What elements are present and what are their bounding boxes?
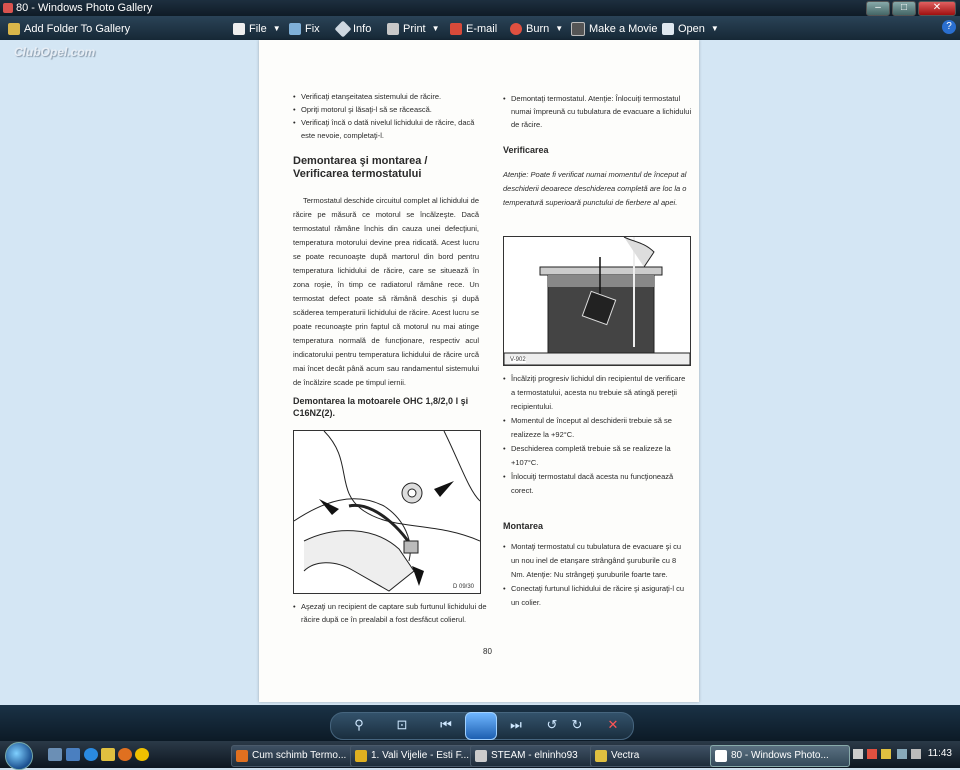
- winamp-icon: [355, 750, 367, 762]
- firefox-icon[interactable]: [118, 748, 132, 761]
- section-heading: Demontarea şi montarea / Verificarea termostatului: [293, 155, 428, 180]
- next-icon[interactable]: ⏭: [510, 717, 522, 732]
- fix-icon: [289, 23, 301, 35]
- email-label: E-mail: [466, 23, 498, 35]
- list-item: • Aşezaţi un recipient de captare sub furtunul lichidului de răcire după ce în prealabil a fost desfăcut colierul.: [293, 600, 487, 626]
- volume-icon[interactable]: [911, 749, 921, 759]
- delete-icon[interactable]: ✕: [607, 717, 619, 732]
- help-button[interactable]: ?: [942, 20, 956, 34]
- close-button[interactable]: ✕: [918, 1, 956, 16]
- file-menu[interactable]: [233, 21, 281, 37]
- scanned-page: [259, 40, 699, 702]
- rotate-right-icon[interactable]: ↻: [571, 717, 583, 732]
- movie-icon: [571, 22, 585, 36]
- page-number: 80: [483, 647, 492, 656]
- show-desktop-icon[interactable]: [48, 748, 62, 761]
- folder-icon: [595, 750, 607, 762]
- middle-bullets: [503, 372, 691, 498]
- taskbar-item[interactable]: [590, 745, 727, 767]
- body-paragraph: Termostatul deschide circuitul complet al lichidului de răcire pe măsură ce motorul se încălzeşte. Dacă termostatul rămâne închis din cauza unei defecţiuni, temperatura motorului devine prea ridicată. Acest lucru se poate recunoaşte după martorul din bord pentru temperatura lichidului de răcire, care se situează în zona roşie, în timp ce radiatorul rămâne rece. Un termostat defect poate să rămână deschis şi după scăderea temperaturii lichidului de răcire. Acest lucru se poate recunoaşte prin faptul că motorul nu mai atinge temperatura normală de funcţionare, respectiv acul indicatorului pentru temperatura lichidului de răcire urcă mai încet decât până acum sau randamentul sistemului de încălzire scade pe timpul iernii.: [293, 196, 479, 387]
- figure-label: V-902: [510, 357, 526, 363]
- folder-add-icon: [8, 23, 20, 35]
- chevron-down-icon: ▼: [431, 24, 440, 33]
- actual-size-icon[interactable]: ⊡: [396, 717, 408, 732]
- messenger-icon[interactable]: [135, 748, 149, 761]
- network-icon[interactable]: [897, 749, 907, 759]
- info-label: Info: [353, 23, 372, 35]
- list-item: • Înlocuiţi termostatul dacă acesta nu funcţionează corect.: [503, 470, 691, 498]
- print-label: Print: [403, 23, 426, 35]
- internet-explorer-icon[interactable]: [84, 748, 98, 761]
- taskbar-item-active[interactable]: [710, 745, 850, 767]
- taskbar-item[interactable]: [231, 745, 368, 767]
- list-item: • Demontaţi termostatul. Atenţie: Înlocuiţi termostatul numai împreună cu tubulatura de evacuare a lichidului de răcire.: [503, 92, 699, 131]
- window-controls: [866, 1, 956, 16]
- window-title: 80 - Windows Photo Gallery: [16, 2, 153, 14]
- antivirus-icon[interactable]: [867, 749, 877, 759]
- open-menu[interactable]: [662, 21, 719, 37]
- chevron-down-icon: ▼: [555, 24, 564, 33]
- email-icon: [450, 23, 462, 35]
- make-movie-button[interactable]: [571, 21, 657, 37]
- list-item: • Conectaţi furtunul lichidului de răcire şi asiguraţi-l cu un colier.: [503, 582, 691, 610]
- taskbar-item-label: 80 - Windows Photo...: [731, 750, 829, 761]
- file-label: File: [249, 23, 267, 35]
- email-button[interactable]: [450, 21, 497, 37]
- start-button[interactable]: [5, 742, 33, 770]
- zoom-icon[interactable]: ⚲: [354, 717, 364, 732]
- info-tag-icon: [335, 21, 352, 38]
- test-drawing: [504, 237, 690, 365]
- burn-menu[interactable]: [510, 21, 563, 37]
- chevron-down-icon: ▼: [272, 24, 281, 33]
- previous-icon[interactable]: ⏮: [440, 717, 452, 732]
- open-window-icon: [662, 23, 674, 35]
- open-label: Open: [678, 23, 705, 35]
- maximize-button[interactable]: □: [892, 1, 916, 16]
- taskbar-item[interactable]: [350, 745, 487, 767]
- subsection-heading: Demontarea la motoarele OHC 1,8/2,0 l şi C16NZ(2).: [293, 396, 469, 418]
- taskbar-item-label: 1. Vali Vijelie - Esti F...: [371, 750, 469, 761]
- list-item: • Verificaţi încă o dată nivelul lichidului de răcire, dacă este nevoie, completaţi-l.: [293, 116, 479, 142]
- bottom-bullets: [503, 540, 691, 610]
- minimize-button[interactable]: –: [866, 1, 890, 16]
- thermostat-test-figure: [503, 236, 691, 366]
- winamp-icon[interactable]: [101, 748, 115, 761]
- thermostat-housing-figure: [293, 430, 481, 594]
- firefox-icon: [236, 750, 248, 762]
- housing-drawing: [294, 431, 480, 593]
- slideshow-button[interactable]: [465, 712, 497, 740]
- make-movie-label: Make a Movie: [589, 23, 658, 35]
- photo-gallery-icon: [3, 3, 13, 13]
- subsection-heading: Verificarea: [503, 145, 549, 155]
- burn-label: Burn: [526, 23, 550, 35]
- title-bar: [0, 0, 960, 16]
- clock[interactable]: 11:43: [927, 748, 952, 759]
- burn-disc-icon: [510, 23, 522, 35]
- list-item: • Momentul de început al deschiderii trebuie să se realizeze la +92°C.: [503, 414, 691, 442]
- subsection-heading: Montarea: [503, 521, 544, 531]
- figure-label: D 09/30: [452, 584, 474, 590]
- photo-gallery-icon: [715, 750, 727, 762]
- photo-viewer: [0, 40, 960, 705]
- list-item: • Încălziţi progresiv lichidul din recipientul de verificare a termostatului, acesta nu trebuie să atingă pereţii recipientului.: [503, 372, 691, 414]
- list-item: • Montaţi termostatul cu tubulatura de evacuare şi cu un nou inel de etanşare strângând şuruburile cu 8 Nm. Atenţie: Nu strângeţi şuruburile foarte tare.: [503, 540, 691, 582]
- taskbar-item-label: Vectra: [611, 750, 640, 761]
- top-bullets: [293, 90, 479, 142]
- list-item: • Verificaţi etanşeitatea sistemului de răcire.: [293, 90, 479, 103]
- add-folder-label: Add Folder To Gallery: [24, 23, 131, 35]
- list-item: • Deschiderea completă trebuie să se realizeze la +107°C.: [503, 442, 691, 470]
- taskbar-item-label: Cum schimb Termo...: [252, 750, 347, 761]
- steam-tray-icon[interactable]: [853, 749, 863, 759]
- messenger-tray-icon[interactable]: [881, 749, 891, 759]
- taskbar: [0, 741, 960, 768]
- warning-note: Atenţie: Poate fi verificat numai momentul de început al deschiderii deoarece deschiderea completă are loc la o temperatură superioară punctului de fierbere al apei.: [503, 170, 687, 207]
- watermark-logo: ClubOpel.com: [14, 45, 96, 59]
- add-folder-button[interactable]: [8, 21, 130, 37]
- switch-windows-icon[interactable]: [66, 748, 80, 761]
- chevron-down-icon: ▼: [710, 24, 719, 33]
- info-button[interactable]: [337, 21, 371, 37]
- taskbar-item-label: STEAM - elninho93: [491, 750, 578, 761]
- fix-label: Fix: [305, 23, 320, 35]
- print-menu[interactable]: [387, 21, 440, 37]
- printer-icon: [387, 23, 399, 35]
- toolbar: [0, 16, 960, 40]
- rotate-left-icon[interactable]: ↺: [546, 717, 558, 732]
- list-item: • Opriţi motorul şi lăsaţi-l să se răcească.: [293, 103, 479, 116]
- fix-button[interactable]: [289, 21, 320, 37]
- system-tray: [845, 741, 960, 768]
- taskbar-item[interactable]: [470, 745, 607, 767]
- file-icon: [233, 23, 245, 35]
- steam-icon: [475, 750, 487, 762]
